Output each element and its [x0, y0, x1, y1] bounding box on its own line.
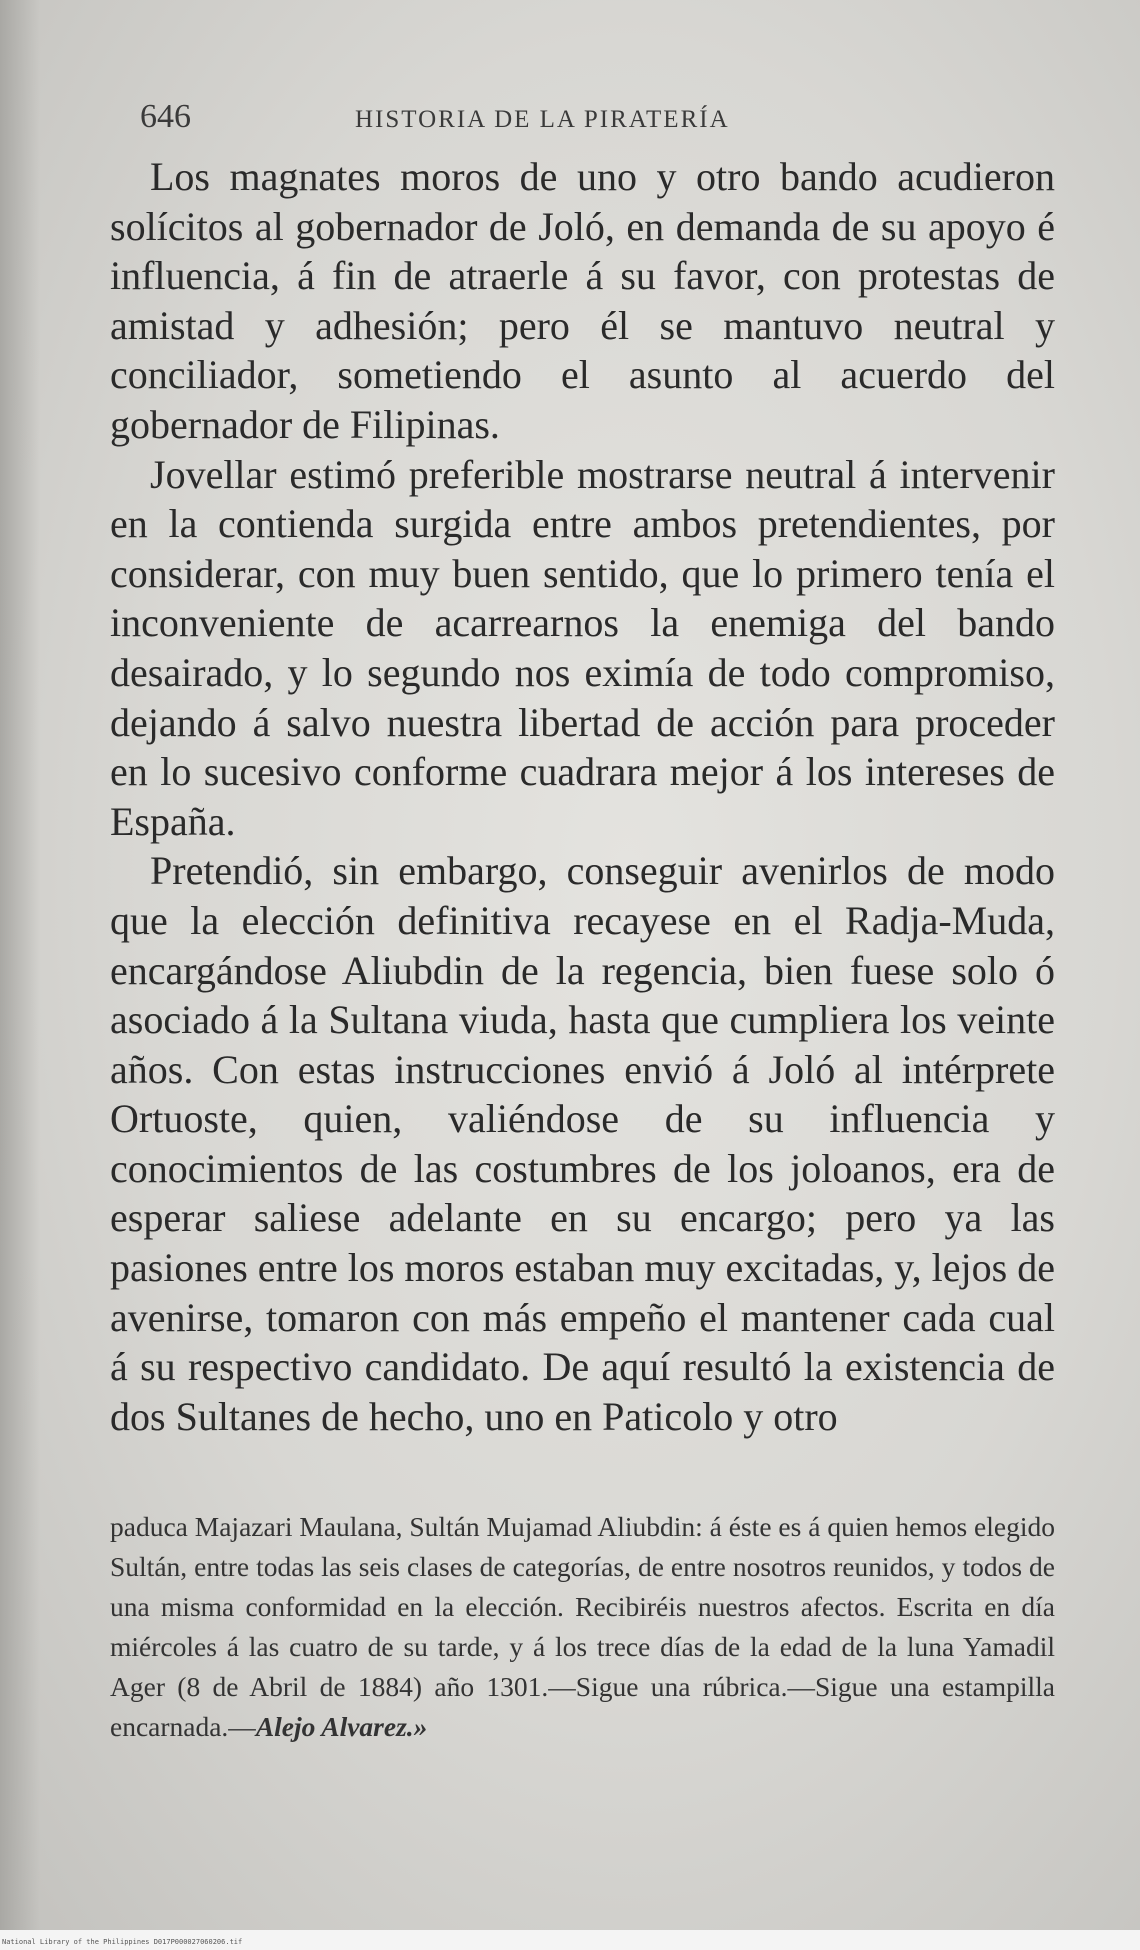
running-head: [140, 98, 1060, 138]
running-title: HISTORIA DE LA PIRATERÍA: [355, 106, 730, 133]
footnote-signature: Alejo Alvarez.»: [255, 1711, 428, 1742]
library-imprint: National Library of the Philippines D017P000027060206.tif: [2, 1938, 243, 1946]
footnote: [110, 1507, 1055, 1747]
paragraph: Jovellar estimó preferible mostrarse neutral á intervenir en la contienda surgida entre ambos pretendientes, por considerar, con muy buen sentido, que lo primero tenía el inconveniente de acarrearnos la enemiga del bando desairado, y lo segundo nos eximía de todo compromiso, dejando á salvo nuestra libertad de acción para proceder en lo sucesivo conforme cuadrara mejor á los intereses de España.: [110, 451, 1055, 844]
paragraph: Pretendió, sin embargo, conseguir avenirlos de modo que la elección definitiva recayese en el Radja-Muda, encargándose Aliubdin de la regencia, bien fuese solo ó asociado á la Sultana viuda, hasta que cumpliera los veinte años. Con estas instrucciones envió á Joló al intérprete Ortuoste, quien, valiéndose de su influencia y conocimientos de las costumbres de los joloanos, era de esperar saliese adelante en su encargo; pero ya las pasiones entre los moros estaban muy excitadas, y, lejos de avenirse, tomaron con más empeño el mantener cada cual á su respectivo candidato. De aquí resultó la existencia de dos Sultanes de hecho, uno en Paticolo y otro: [110, 848, 1055, 1439]
page-number: 646: [140, 98, 191, 135]
footnote-text: paduca Majazari Maulana, Sultán Mujamad Aliubdin: á éste es á quien hemos elegido Sultán, entre todas las seis clases de categorías, de entre nosotros reunidos, y todos de una misma conformidad en la elección. Recibiréis nuestros afectos. Escrita en día miércoles á las cuatro de su tarde, y á los trece días de la edad de la luna Yamadil Ager (8 de Abril de 1884) año 1301.—Sigue una rúbrica.—Sigue una estampilla encarnada.—: [110, 1511, 1055, 1742]
binding-shadow: [0, 0, 40, 1930]
paragraph: Los magnates moros de uno y otro bando acudieron solícitos al gobernador de Joló, en demanda de su apoyo é influencia, á fin de atraerle á su favor, con protestas de amistad y adhesión; pero él se mantuvo neutral y conciliador, sometiendo el asunto al acuerdo del gobernador de Filipinas.: [110, 154, 1055, 447]
body-text: [110, 152, 1055, 1441]
